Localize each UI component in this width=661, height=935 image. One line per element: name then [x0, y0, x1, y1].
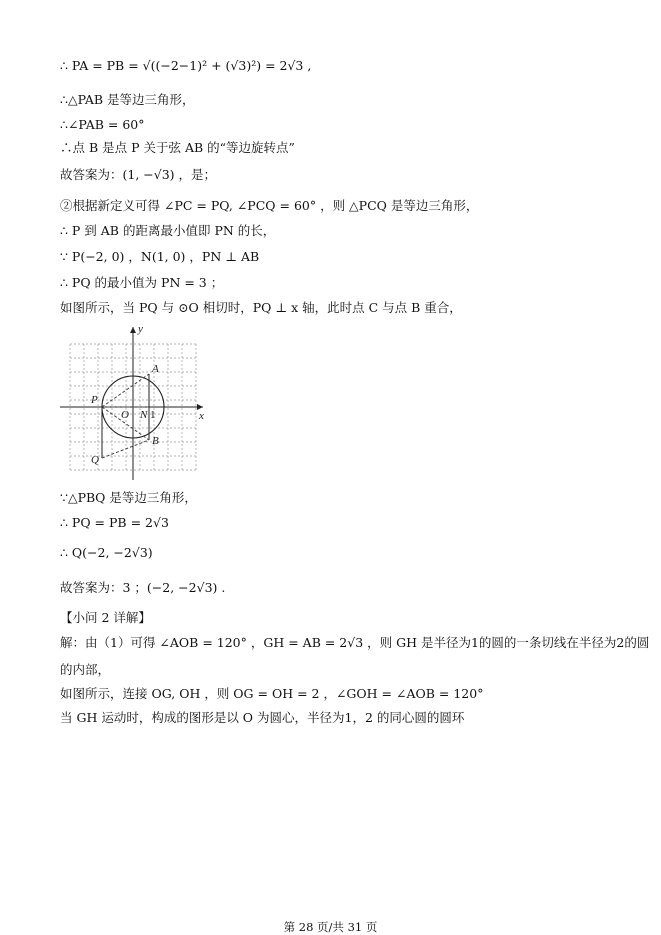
text-line-3: ∴∠PAB = 60° [60, 117, 145, 132]
text-line-12: ∴ PQ = PB = 2√3 [60, 515, 169, 530]
text-line-18: 如图所示，连接 OG, OH ，则 OG = OH = 2 ，∠GOH = ∠AOB = 120° [60, 686, 484, 701]
label-x: x [199, 410, 204, 422]
label-q: Q [91, 454, 99, 466]
text-line-13: ∴ Q(−2, −2√3) [60, 545, 153, 560]
label-1: 1 [150, 409, 156, 421]
text-line-19: 当 GH 运动时，构成的图形是以 O 为圆心，半径为1，2 的同心圆的圆环 [60, 710, 465, 725]
coordinate-figure [58, 322, 218, 482]
text-line-16: 解：由（1）可得 ∠AOB = 120° ，GH = AB = 2√3 ，则 GH 是半径为1的圆的一条切线在半径为2的圆 [60, 635, 650, 650]
text-line-6: ②根据新定义可得 ∠PC = PQ, ∠PCQ = 60° ，则 △PCQ 是等边三角形， [60, 198, 479, 213]
label-b: B [152, 435, 159, 447]
label-n: N [140, 409, 148, 421]
section-heading: 【小问 2 详解】 [60, 610, 151, 625]
text-line-5: 故答案为：(1, −√3) ，是； [60, 167, 217, 182]
text-line-7: ∴ P 到 AB 的距离最小值即 PN 的长， [60, 223, 276, 238]
text-line-10: 如图所示，当 PQ 与 ⊙O 相切时，PQ ⊥ x 轴，此时点 C 与点 B 重合， [60, 300, 462, 315]
label-o: O [121, 409, 129, 421]
text-line-2: ∴△PAB 是等边三角形， [60, 92, 195, 107]
text-line-4: ∴点 B 是点 P 关于弦 AB 的“等边旋转点” [60, 140, 295, 155]
page-footer: 第 28 页/共 31 页 [283, 920, 378, 934]
label-a: A [152, 363, 159, 375]
text-line-17: 的内部， [60, 662, 111, 677]
label-y: y [138, 323, 143, 335]
y-axis-arrow-icon [130, 327, 136, 333]
label-p: P [91, 394, 98, 406]
text-line-11: ∵△PBQ 是等边三角形， [60, 490, 197, 505]
text-line-1: ∴ PA = PB = √((−2−1)² + (√3)²) = 2√3 , [60, 58, 312, 73]
text-line-9: ∴ PQ 的最小值为 PN = 3 ； [60, 275, 224, 290]
text-line-14: 故答案为：3 ；(−2, −2√3) . [60, 580, 226, 595]
text-line-8: ∵ P(−2, 0) ，N(1, 0) ，PN ⊥ AB [60, 249, 260, 264]
